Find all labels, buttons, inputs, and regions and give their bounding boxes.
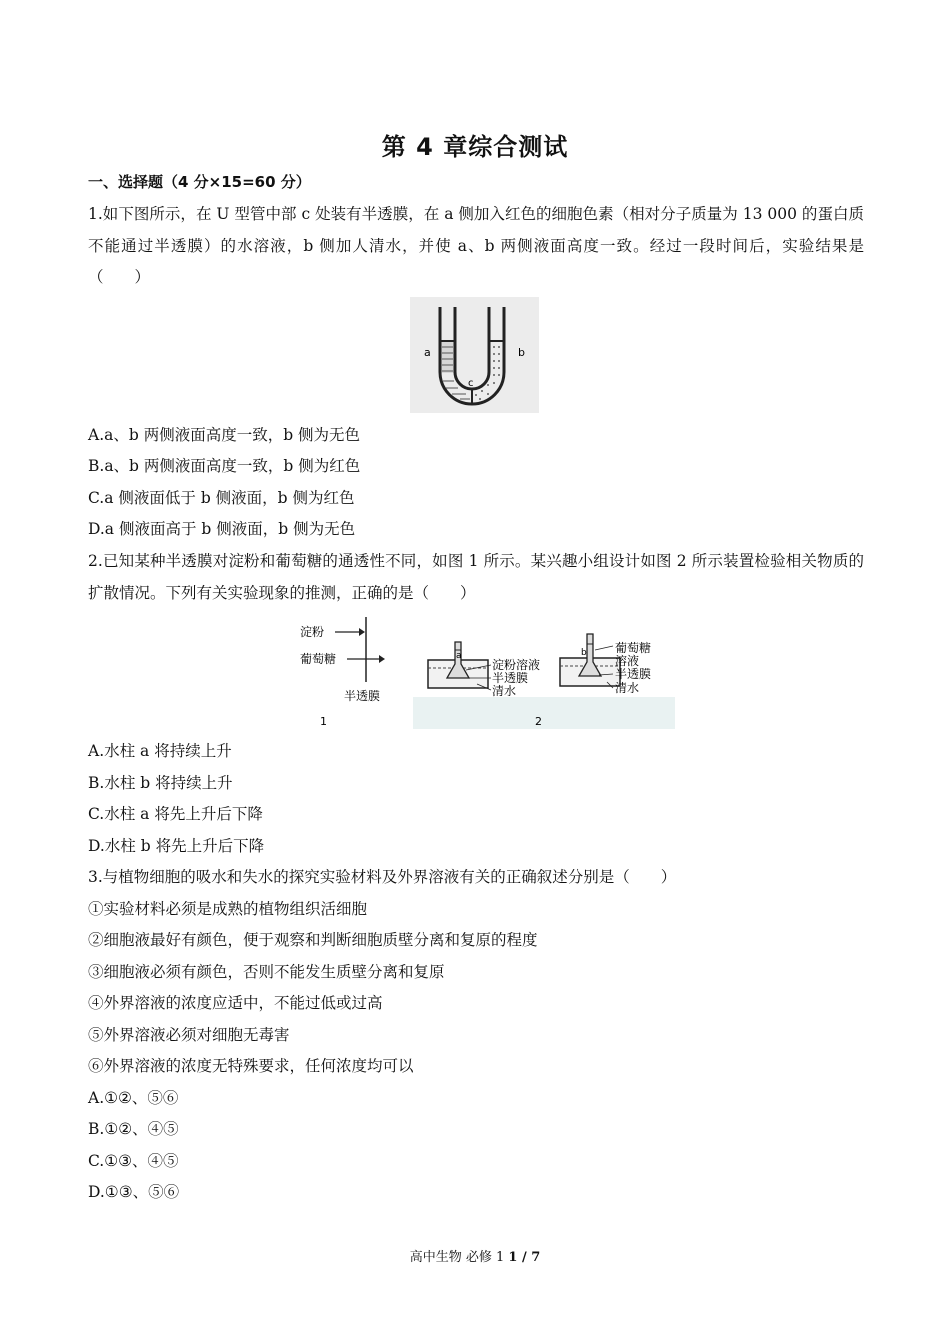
starch-label: 淀粉 xyxy=(300,625,325,639)
diffusion-figures xyxy=(295,612,675,732)
q3-statement-6: ⑥外界溶液的浓度无特殊要求，任何浓度均可以 xyxy=(88,1057,414,1075)
q1-option-b: B.a、b 两侧液面高度一致，b 侧为红色 xyxy=(88,457,361,475)
water-a-label: 清水 xyxy=(492,684,517,698)
figure-1 xyxy=(300,617,385,728)
q2-option-c: C.水柱 a 将先上升后下降 xyxy=(88,805,263,823)
glucose-label: 葡萄糖 xyxy=(300,652,337,666)
figure-2-number: 2 xyxy=(535,715,542,728)
water-b-label: 清水 xyxy=(615,681,640,695)
q3-statement-5: ⑤外界溶液必须对细胞无毒害 xyxy=(88,1026,290,1044)
q1-option-d: D.a 侧液面高于 b 侧液面，b 侧为无色 xyxy=(88,520,356,538)
label-c: c xyxy=(468,378,474,389)
footer-total-pages: 7 xyxy=(531,1250,541,1265)
label-a: a xyxy=(424,346,431,359)
u-tube-figure xyxy=(410,297,539,413)
q3-option-c: C.①③、④⑤ xyxy=(88,1152,179,1170)
footer-subject: 高中生物 必修 1 xyxy=(409,1250,509,1265)
side-a-solution xyxy=(442,341,454,373)
q3-statement-3: ③细胞液必须有颜色，否则不能发生质壁分离和复原 xyxy=(88,963,445,981)
footer-separator: / xyxy=(517,1250,532,1265)
q3-statement-4: ④外界溶液的浓度应适中，不能过低或过高 xyxy=(88,994,383,1012)
membrane-label: 半透膜 xyxy=(344,689,381,703)
q3-option-b: B.①②、④⑤ xyxy=(88,1120,179,1138)
starch-arrowhead xyxy=(359,628,365,636)
q3-option-d: D.①③、⑤⑥ xyxy=(88,1183,180,1201)
section-heading: 一、选择题（4 分×15=60 分） xyxy=(88,173,311,191)
label-b: b xyxy=(518,346,525,359)
q3-option-a: A.①②、⑤⑥ xyxy=(88,1089,179,1107)
footer-page-number: 1 xyxy=(508,1250,518,1265)
figure-2b xyxy=(560,634,651,695)
question-2-stem: 2.已知某种半透膜对淀粉和葡萄糖的通透性不同，如图 1 所示。某兴趣小组设计如图 2 所示装置检验相关物质的扩散情况。下列有关实验现象的推测，正确的是（ ） xyxy=(88,552,864,602)
membrane-a-label: 半透膜 xyxy=(492,671,529,685)
q1-option-a: A.a、b 两侧液面高度一致，b 侧为无色 xyxy=(88,426,361,444)
label-column-b: b xyxy=(581,648,587,658)
q2-option-a: A.水柱 a 将持续上升 xyxy=(88,742,232,760)
q3-statement-1: ①实验材料必须是成熟的植物组织活细胞 xyxy=(88,900,368,918)
starch-solution-label: 淀粉溶液 xyxy=(492,658,541,672)
glucose-arrowhead xyxy=(379,655,385,663)
figure-1-number: 1 xyxy=(320,715,327,728)
label-column-a: a xyxy=(456,651,462,661)
question-3-stem: 3.与植物细胞的吸水和失水的探究实验材料及外界溶液有关的正确叙述分别是（ ） xyxy=(88,868,677,886)
q1-option-c: C.a 侧液面低于 b 侧液面，b 侧为红色 xyxy=(88,489,355,507)
question-1-stem: 1.如下图所示，在 U 型管中部 c 处装有半透膜，在 a 侧加入红色的细胞色素（相对分子质量为 13 000 的蛋白质不能通过半透膜）的水溶液，b 侧加人清水，并使 a、b 两侧液面高度一致。经过一段时间后，实验结果是（ ） xyxy=(88,205,864,286)
page-title: 第 4 章综合测试 xyxy=(381,133,569,161)
q3-statement-2: ②细胞液最好有颜色，便于观察和判断细胞质壁分离和复原的程度 xyxy=(88,931,538,949)
membrane-b-label: 半透膜 xyxy=(615,667,652,681)
figure-2-background xyxy=(413,697,675,729)
page-footer xyxy=(0,1246,950,1265)
q2-option-b: B.水柱 b 将持续上升 xyxy=(88,774,233,792)
glucose-solution-label-1: 葡萄糖 xyxy=(615,641,652,655)
q2-option-d: D.水柱 b 将先上升后下降 xyxy=(88,837,265,855)
glucose-solution-label-2: 溶液 xyxy=(615,654,640,668)
pointer-glucose-solution xyxy=(595,646,613,650)
